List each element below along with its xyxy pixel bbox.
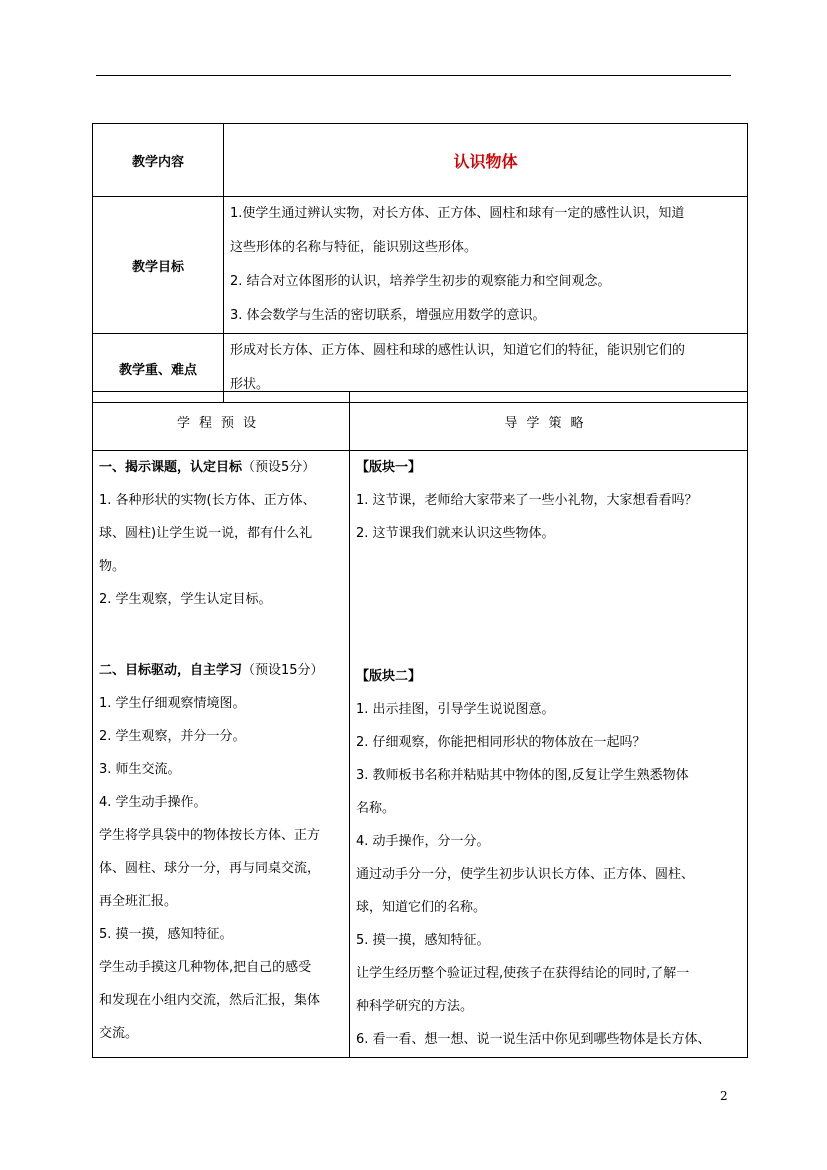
- plan-line: [350, 924, 747, 957]
- goals-label: 教学目标: [93, 197, 224, 334]
- plan-line-text: 1. 各种形状的实物(长方体、正方体、: [99, 493, 316, 508]
- goal-line: 这些形体的名称与特征，能识别这些形体。: [230, 240, 478, 255]
- plan-line: [93, 753, 349, 786]
- plan-line: [350, 957, 747, 990]
- key-points-label: 教学重、难点: [93, 334, 224, 403]
- left-column: [93, 451, 350, 1058]
- goal-line: 1.使学生通过辨认实物，对长方体、正方体、圆柱和球有一定的感性认识，知道: [230, 206, 685, 221]
- plan-line: [350, 484, 747, 517]
- plan-line-text: 1. 这节课，老师给大家带来了一些小礼物，大家想看看吗？: [356, 493, 698, 508]
- plan-line-text: 让学生经历整个验证过程,使孩子在获得结论的同时,了解一: [356, 966, 690, 981]
- plan-line-text: 5. 摸一摸，感知特征。: [99, 927, 233, 942]
- plan-line-text: 一、揭示课题，认定目标: [99, 460, 243, 475]
- lesson-info-table: [92, 123, 748, 403]
- plan-line-text: 物。: [99, 559, 126, 574]
- plan-line: [350, 891, 747, 924]
- right-column-header: 导学策略: [350, 392, 748, 451]
- plan-line-text: 再全班汇报。: [99, 894, 178, 909]
- plan-line-text: 名称。: [356, 801, 396, 816]
- plan-line-text: 种科学研究的方法。: [356, 999, 474, 1014]
- plan-line: [350, 726, 747, 759]
- plan-line-text: 和发现在小组内交流，然后汇报，集体: [99, 993, 321, 1008]
- plan-line: [93, 451, 349, 484]
- plan-line: [350, 451, 747, 484]
- content-label: 教学内容: [93, 124, 224, 197]
- plan-line: [350, 517, 747, 550]
- plan-line: [93, 550, 349, 583]
- plan-line-suffix: （预设15分）: [242, 663, 324, 678]
- plan-line-text: 学生将学具袋中的物体按长方体、正方: [99, 828, 321, 843]
- plan-line: [93, 951, 349, 984]
- plan-line: [93, 720, 349, 753]
- goal-line: 3. 体会数学与生活的密切联系，增强应用数学的意识。: [230, 308, 546, 323]
- content-title: 认识物体: [224, 124, 748, 197]
- plan-line-text: 2. 学生观察，并分一分。: [99, 729, 246, 744]
- right-section-2: [350, 660, 747, 1056]
- plan-line-text: 交流。: [99, 1026, 139, 1041]
- left-column-header: 学程预设: [93, 392, 350, 451]
- plan-line-text: 4. 动手操作，分一分。: [356, 834, 490, 849]
- plan-line-text: 5. 摸一摸，感知特征。: [356, 933, 490, 948]
- plan-line: [93, 984, 349, 1017]
- plan-line-text: 球，知道它们的名称。: [356, 900, 487, 915]
- plan-line: [350, 1023, 747, 1056]
- plan-line-text: 学生动手摸这几种物体,把自己的感受: [99, 960, 312, 975]
- right-section-1: [350, 451, 747, 550]
- right-column: [350, 451, 748, 1058]
- plan-line-suffix: （预设5分）: [242, 460, 316, 475]
- plan-line-text: 体、圆柱、球分一分，再与同桌交流，: [99, 861, 321, 876]
- plan-line-text: 1. 学生仔细观察情境图。: [99, 696, 246, 711]
- plan-line-text: 1. 出示挂图，引导学生说说图意。: [356, 702, 555, 717]
- plan-line-text: 2. 这节课我们就来认识这些物体。: [356, 526, 555, 541]
- plan-line-text: 2. 学生观察，学生认定目标。: [99, 592, 272, 607]
- plan-line: [93, 918, 349, 951]
- plan-line: [93, 819, 349, 852]
- plan-line-text: 【版块二】: [356, 669, 422, 684]
- goals-cell: [224, 197, 748, 334]
- plan-line: [350, 792, 747, 825]
- plan-line: [93, 517, 349, 550]
- lesson-plan-table: [92, 391, 748, 1058]
- plan-line: [350, 759, 747, 792]
- plan-line: [93, 852, 349, 885]
- plan-line: [93, 583, 349, 616]
- left-section-1: [93, 451, 349, 616]
- plan-line-text: 3. 教师板书名称并粘贴其中物体的图,反复让学生熟悉物体: [356, 768, 689, 783]
- plan-line: [93, 654, 349, 687]
- plan-line-text: 6. 看一看、想一想、说一说生活中你见到哪些物体是长方体、: [356, 1032, 711, 1047]
- plan-line-text: 3. 师生交流。: [99, 762, 181, 777]
- plan-line-text: 4. 学生动手操作。: [99, 795, 207, 810]
- plan-line-text: 通过动手分一分，使学生初步认识长方体、正方体、圆柱、: [356, 867, 695, 882]
- plan-line: [93, 687, 349, 720]
- header-rule: [96, 75, 731, 76]
- plan-line: [350, 990, 747, 1023]
- plan-line: [350, 825, 747, 858]
- plan-line: [93, 1017, 349, 1050]
- plan-line-text: 【版块一】: [356, 460, 422, 475]
- goal-line: 2. 结合对立体图形的认识，培养学生初步的观察能力和空间观念。: [230, 274, 611, 289]
- plan-line: [93, 786, 349, 819]
- plan-line: [350, 858, 747, 891]
- left-section-2: [93, 654, 349, 1050]
- plan-line-text: 2. 仔细观察，你能把相同形状的物体放在一起吗？: [356, 735, 646, 750]
- plan-line: [93, 885, 349, 918]
- page-number: 2: [720, 1089, 728, 1103]
- plan-line-text: 球、圆柱)让学生说一说，都有什么礼: [99, 526, 313, 541]
- plan-line: [350, 660, 747, 693]
- key-line: 形成对长方体、正方体、圆柱和球的感性认识，知道它们的特征，能识别它们的: [230, 343, 686, 358]
- key-line: 形状。: [230, 377, 270, 392]
- plan-line: [93, 484, 349, 517]
- plan-line: [350, 693, 747, 726]
- plan-line-text: 二、目标驱动，自主学习: [99, 663, 243, 678]
